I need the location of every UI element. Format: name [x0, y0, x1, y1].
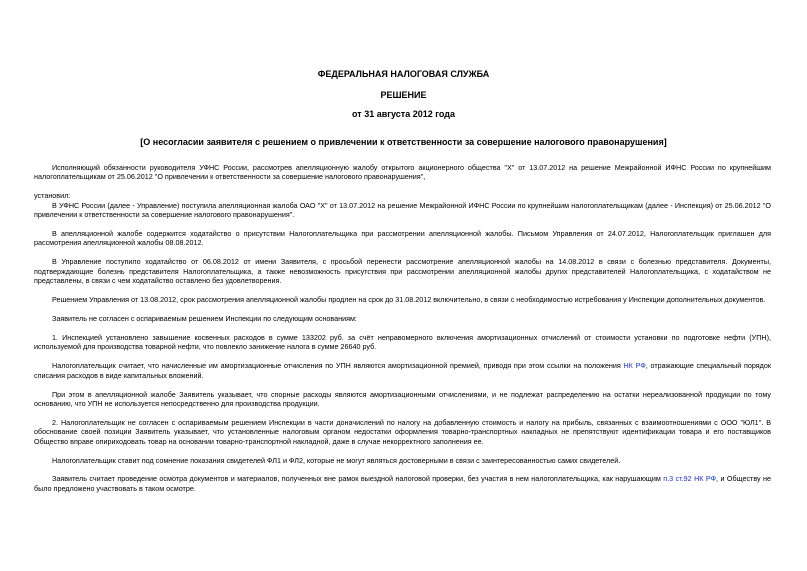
paragraph-point-2: 2. Налогоплательщик не согласен с оспариваемым решением Инспекции в части доначислений по налогу на добавленную стоимость и налогу на прибыль, связанных с взаимоотношениями с ООО "ЮЛ1". В обоснование своей позиции Заявитель указывает, что установленные налоговым органом недостатки оформления товарно-транспортных накладных не препятствуют идентификации товара и его поставщиков Общество вправе опириходовать товар на основании товарно-транспортной накладной, даже в случае некорректного заполнения ее.: [34, 417, 771, 446]
org-name: ФЕДЕРАЛЬНАЯ НАЛОГОВАЯ СЛУЖБА: [317, 69, 490, 79]
established-label: установил:: [34, 191, 71, 201]
text-segment: , отражающие специальный порядок списания расходов в виде капитальных вложений.: [34, 361, 771, 380]
paragraph-witnesses: Налогоплательщик ставит под сомнение показания свидетелей ФЛ1 и ФЛ2, которые не могут являться достоверными в связи с заинтересованностью самих свидетелей.: [52, 455, 621, 465]
text-segment: , и Обществу не было предложено участвовать в таком осмотре.: [34, 474, 771, 493]
paragraph-grounds: Заявитель не согласен с оспариваемым решением Инспекции по следующим основаниям:: [52, 313, 357, 323]
paragraph-intro: Исполняющий обязанности руководителя УФНС России, рассмотрев апелляционную жалобу открытого акционерного общества "Х" от 13.07.2012 на решение Межрайонной ИФНС России по крупнейшим налогоплательщикам от 25.06.2012 "О привлечении к ответственности за совершение налогового правонарушения",: [34, 163, 771, 182]
paragraph-inspection: [34, 474, 771, 493]
paragraph-petition: В апелляционной жалобе содержится ходатайство о присутствии Налогоплательщика при рассмотрении апелляционной жалобы. Письмом Управления от 24.07.2012, Налогоплательщик приглашен для рассмотрения апелляционной жалобы 08.08.2012.: [34, 229, 771, 248]
tax-code-link[interactable]: НК РФ: [694, 474, 717, 484]
paragraph-appeal: В УФНС России (далее - Управление) поступила апелляционная жалоба ОАО "Х" от 13.07.2012 на решение Межрайонной ИФНС России по крупнейшим налогоплательщикам (далее - Инспекция) от 25.06.2012 "О привлечении к ответственности за совершение налогового правонарушения".: [34, 200, 771, 220]
paragraph-postpone: В Управление поступило ходатайство от 06.08.2012 от имени Заявителя, с просьбой перенести рассмотрение апелляционной жалобы на 14.08.2012 в связи с болезнью представителя. Документы, подтверждающие болезнь представителя Налогоплательщика, а также невозможность присутствия при рассмотрении апелляционной жалобы других представителей Налогоплательщика, с ходатайством не представлены, в связи с чем ходатайство оставлено без удовлетворения.: [34, 257, 771, 286]
paragraph-amortization: [34, 361, 771, 380]
paragraph-point-1: 1. Инспекцией установлено завышение косвенных расходов в сумме 133202 руб. за счёт неправомерного включения амортизационных отчислений от стоимости установки по подготовке нефти (УПН), используемой для производства товарной нефти, что повлекло занижение налога в сумме 26640 руб.: [34, 332, 771, 352]
doc-type: РЕШЕНИЕ: [380, 90, 427, 100]
article-link[interactable]: п.3 ст.92: [663, 474, 692, 484]
doc-subject: [О несогласии заявителя с решением о привлечении к ответственности за совершение налогового правонарушения]: [140, 137, 667, 147]
text-segment: Заявитель считает проведение осмотра документов и материалов, полученных вне рамок выездной налоговой проверки, без участия в нем налогоплательщика, как нарушающим: [52, 474, 664, 484]
paragraph-extension: Решением Управления от 13.08.2012, срок рассмотрения апелляционной жалобы продлен на срок до 31.08.2012 включительно, в связи с необходимостью истребования у Инспекции дополнительных документов.: [52, 295, 766, 305]
document-body: [34, 163, 771, 493]
paragraph-disputed-costs: При этом в апелляционной жалобе Заявитель указывает, что спорные расходы являются амортизационными отчислениями, и не подлежат распределению на остатки нереализованной продукции по тому основанию, что УПН не используется непосредственно для производства продукции.: [34, 389, 771, 408]
text-segment: Налогоплательщик считает, что начисленные им амортизационные отчисления по УПН являются амортизационной премией, приводя при этом ссылки на положения: [52, 361, 624, 371]
tax-code-link[interactable]: НК РФ: [623, 361, 646, 371]
doc-date: от 31 августа 2012 года: [352, 109, 455, 119]
